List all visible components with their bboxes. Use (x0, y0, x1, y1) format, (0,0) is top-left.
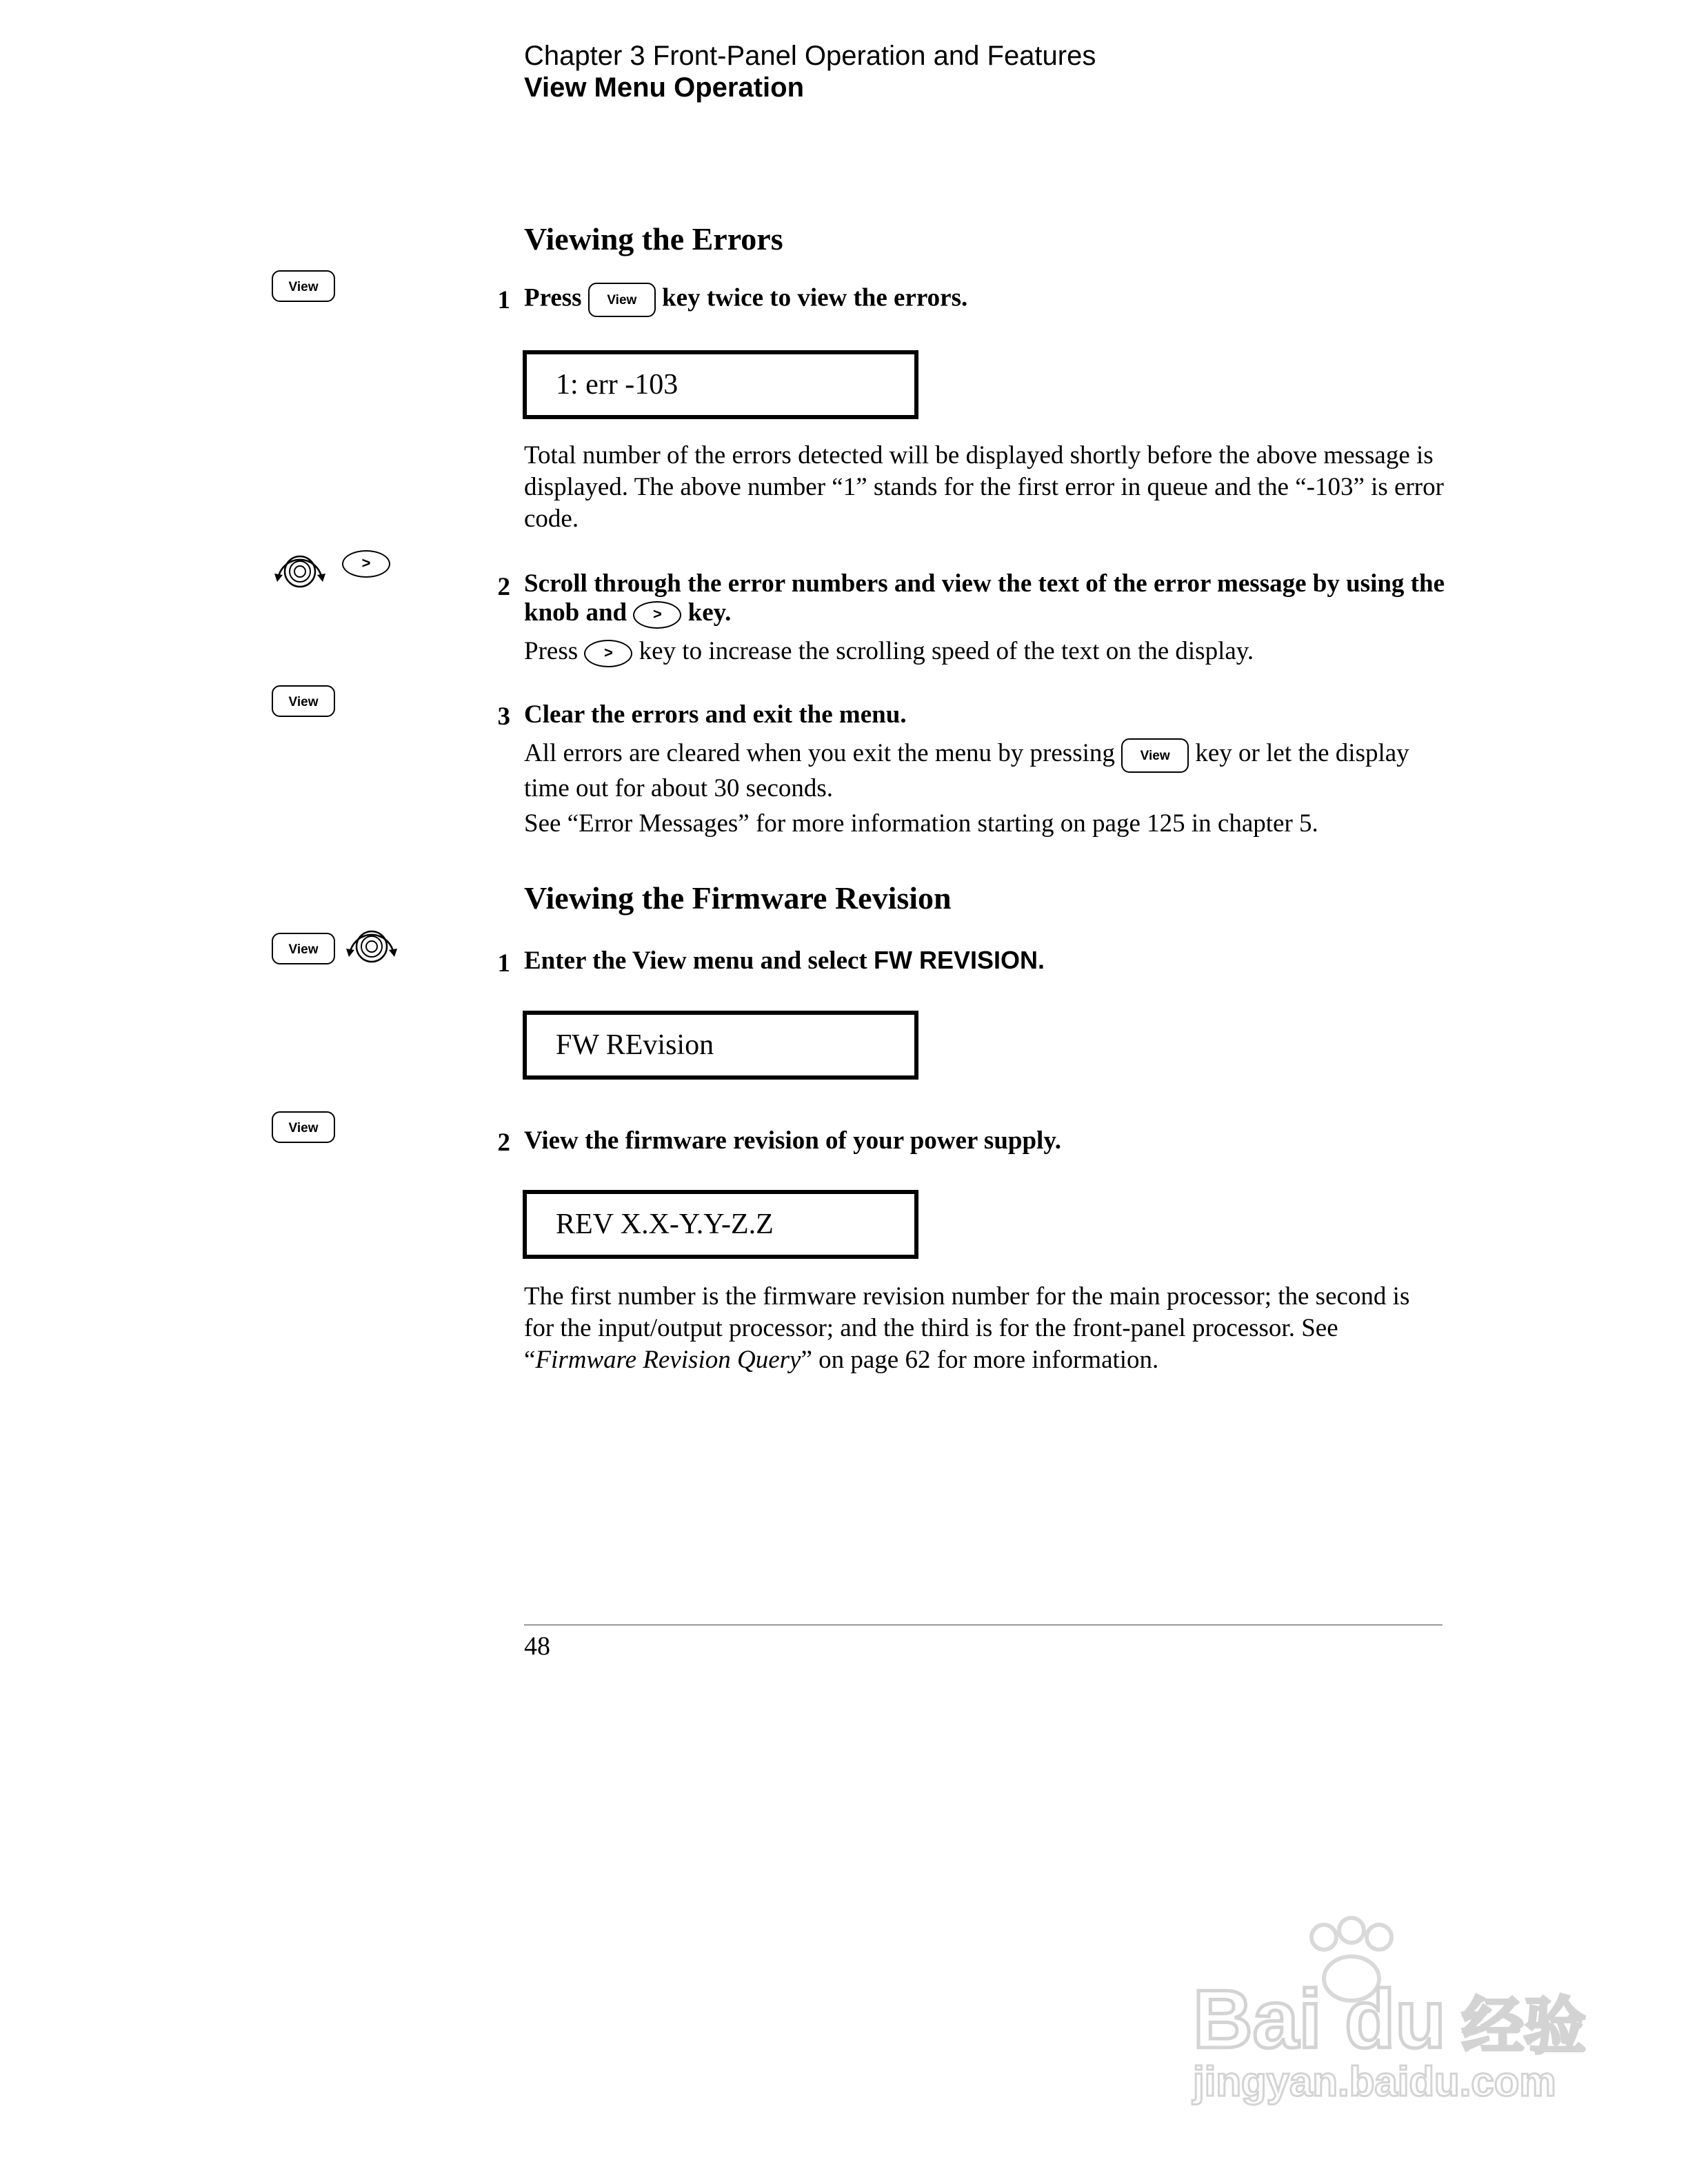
step-text: Scroll through the error numbers and view the text of the error message by using the knob and (524, 569, 1445, 627)
body-text: key to increase the scrolling speed of the text on the display. (639, 637, 1254, 665)
page-number: 48 (524, 1632, 550, 1661)
margin-view-key-3 (272, 1111, 335, 1143)
chapter-header: Chapter 3 Front-Panel Operation and Features (524, 41, 1096, 71)
step-number: 1 (497, 286, 510, 314)
baidu-watermark (1186, 1910, 1586, 2110)
margin-view-knob (272, 924, 401, 973)
step-text: Enter the View menu and select (524, 947, 867, 975)
view-key-icon: View (272, 933, 335, 964)
view-key-icon: View (272, 1111, 335, 1143)
step-number: 2 (497, 1129, 510, 1157)
menu-item-text: FW REVISION. (874, 946, 1045, 974)
margin-knob-arrow (270, 549, 390, 598)
step-firmware-2: View the firmware revision of your power supply. (524, 1126, 1062, 1155)
view-key-icon: View (272, 270, 335, 302)
lcd-display-error: 1: err -103 (523, 350, 918, 419)
step-errors-3: Clear the errors and exit the menu. (524, 700, 907, 729)
body-text: ” on page 62 for more information. (801, 1346, 1159, 1374)
step-number: 2 (497, 573, 510, 601)
watermark-cn: 经验 (1462, 1990, 1586, 2063)
lcd-display-fw-revision: FW REvision (523, 1011, 918, 1080)
step-errors-2 (524, 569, 1448, 629)
body-text: All errors are cleared when you exit the menu by pressing (524, 739, 1115, 767)
firmware-paragraph-1 (524, 1281, 1445, 1376)
lcd-display-rev: REV X.X-Y.Y-Z.Z (523, 1190, 918, 1259)
section-header: View Menu Operation (524, 72, 804, 103)
view-key-icon: View (588, 283, 656, 317)
watermark-url: jingyan.baidu.com (1193, 2059, 1556, 2105)
step-errors-1 (524, 283, 1448, 317)
errors-paragraph-3 (524, 738, 1445, 805)
margin-view-key-2 (272, 685, 335, 717)
right-arrow-key-icon: > (633, 601, 681, 629)
right-arrow-key-icon: > (584, 640, 632, 667)
body-text: The first number is the firmware revision number for the main processor; the second is for the input/output processor; and the third is for the front-panel processor. See “ (524, 1282, 1410, 1374)
errors-paragraph-1: Total number of the errors detected will be displayed shortly before the above message is displayed. The above number “1” stands for the first error in queue and the “-103” is error code. (524, 441, 1444, 533)
body-text: key or let the display time out for about 30 seconds. (524, 739, 1409, 802)
step-text: key. (687, 598, 732, 627)
right-arrow-key-icon: > (342, 550, 390, 578)
step-text: Press (524, 283, 582, 312)
step-firmware-1 (524, 946, 1448, 975)
step-text: key twice to view the errors. (662, 283, 968, 312)
watermark-brand: Bai du (1193, 1973, 1446, 2065)
errors-paragraph-2 (524, 636, 1445, 667)
view-key-icon: View (1121, 738, 1189, 773)
margin-view-key-1 (272, 270, 335, 302)
section-title-firmware: Viewing the Firmware Revision (524, 880, 952, 916)
footer-rule (524, 1624, 1443, 1626)
view-key-icon: View (272, 685, 335, 717)
reference-title: Firmware Revision Query (535, 1346, 801, 1374)
knob-icon (342, 924, 401, 973)
body-text: Press (524, 637, 579, 665)
step-number: 3 (497, 702, 510, 731)
section-title-errors: Viewing the Errors (524, 221, 783, 256)
errors-paragraph-4: See “Error Messages” for more information starting on page 125 in chapter 5. (524, 809, 1318, 838)
knob-icon (270, 549, 330, 598)
step-number: 1 (497, 949, 510, 978)
